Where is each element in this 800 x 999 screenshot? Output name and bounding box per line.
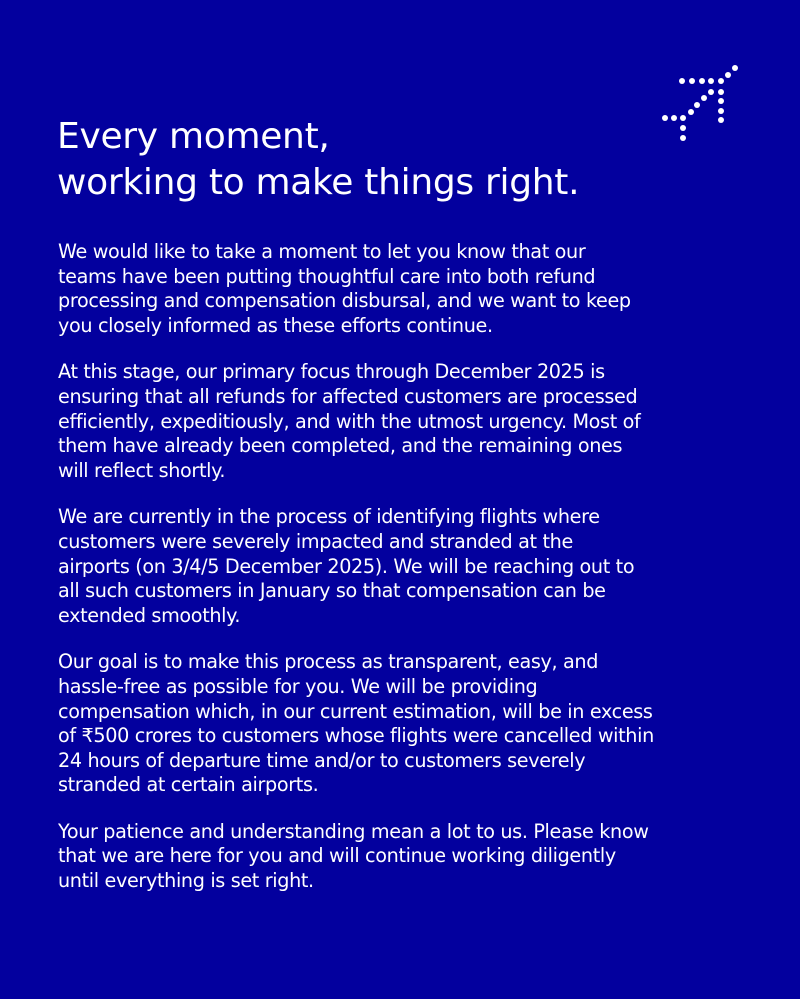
text-line: customers were severely impacted and stranded at the bbox=[58, 529, 573, 553]
text-line: efficiently, expeditiously, and with the utmost urgency. Most of bbox=[58, 409, 641, 433]
text-line: Our goal is to make this process as transparent, easy, and bbox=[58, 650, 599, 674]
text-line: compensation which, in our current estimation, will be in excess bbox=[58, 699, 653, 723]
text-line: processing and compensation disbursal, and we want to keep bbox=[58, 289, 631, 313]
text-line: will reflect shortly. bbox=[58, 458, 226, 482]
paragraph-compensation bbox=[58, 650, 778, 798]
text-line: all such customers in January so that compensation can be bbox=[58, 579, 606, 603]
text-line: Your patience and understanding mean a lot to us. Please know bbox=[58, 819, 649, 843]
text-line: that we are here for you and will continue working diligently bbox=[58, 844, 616, 868]
text-line: stranded at certain airports. bbox=[58, 773, 319, 797]
headline-line: working to make things right. bbox=[57, 162, 580, 203]
paragraph-intro bbox=[58, 240, 778, 338]
plane-dots-logo-icon bbox=[655, 60, 745, 150]
text-line: airports (on 3/4/5 December 2025). We will be reaching out to bbox=[58, 554, 635, 578]
text-line: them have already been completed, and the remaining ones bbox=[58, 434, 623, 458]
text-line: We are currently in the process of identifying flights where bbox=[58, 505, 600, 529]
text-line: you closely informed as these efforts continue. bbox=[58, 313, 493, 337]
text-line: until everything is set right. bbox=[58, 869, 314, 893]
text-line: teams have been putting thoughtful care into both refund bbox=[58, 264, 596, 288]
text-line: ensuring that all refunds for affected customers are processed bbox=[58, 384, 638, 408]
paragraph-closing bbox=[58, 820, 778, 894]
message-body bbox=[58, 240, 778, 916]
headline-line: Every moment, bbox=[57, 116, 330, 157]
text-line: We would like to take a moment to let you know that our bbox=[58, 240, 586, 263]
text-line: extended smoothly. bbox=[58, 603, 241, 627]
text-line: At this stage, our primary focus through December 2025 is bbox=[58, 360, 605, 384]
paragraph-identification bbox=[58, 505, 778, 628]
paragraph-refunds bbox=[58, 360, 778, 483]
headline bbox=[57, 114, 579, 206]
text-line: hassle-free as possible for you. We will be providing bbox=[58, 674, 538, 698]
text-line: of ₹500 crores to customers whose flights were cancelled within bbox=[58, 724, 654, 748]
text-line: 24 hours of departure time and/or to customers severely bbox=[58, 748, 586, 772]
